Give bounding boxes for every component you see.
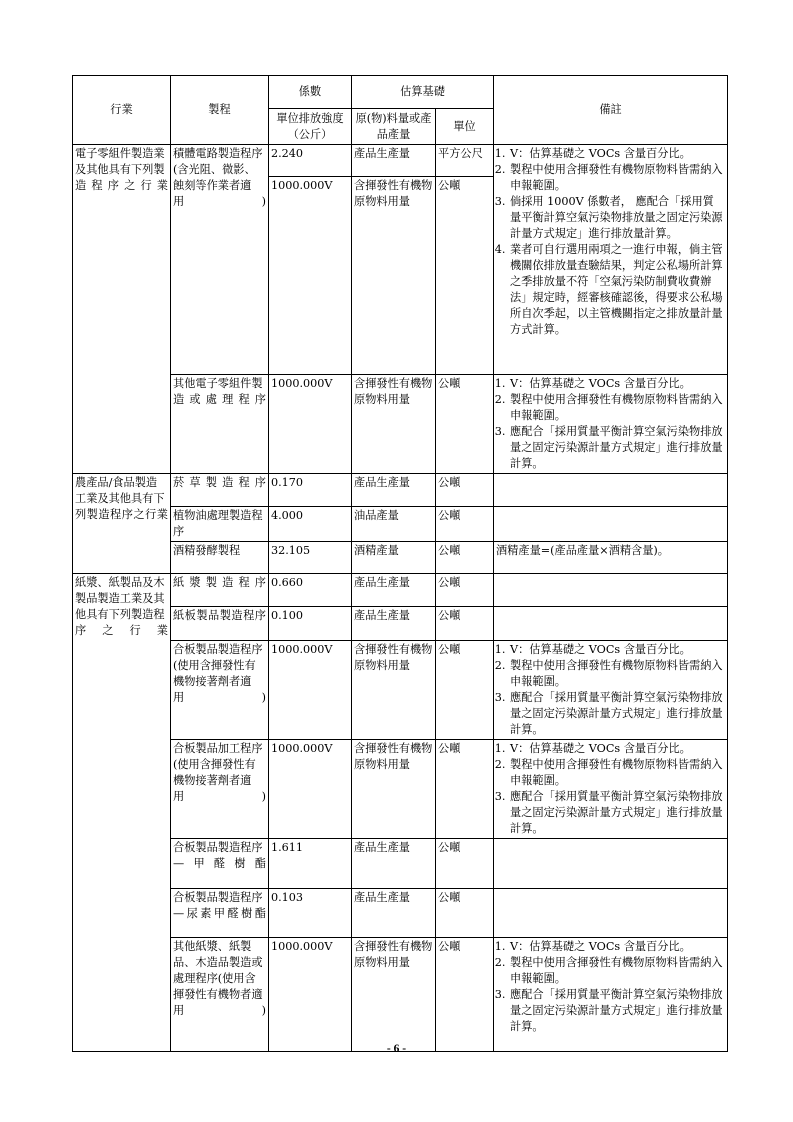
process-cell: 紙漿製造程序 (171, 574, 269, 607)
basis-cell: 產品生產量 (352, 889, 436, 938)
remark-notes-list (496, 146, 725, 338)
remark-cell (494, 641, 728, 740)
remark-note: 1. V：估算基礎之 VOCs 含量百分比。 (509, 939, 725, 955)
basis-cell: 含揮發性有機物原物料用量 (352, 177, 436, 375)
unit-cell: 公噸 (436, 641, 494, 740)
unit-cell: 公噸 (436, 507, 494, 542)
remark-note: 1. V：估算基礎之 VOCs 含量百分比。 (509, 376, 725, 392)
process-cell: 合板製品製造程序(使用含揮發性有機物接著劑者適用) (171, 641, 269, 740)
basis-cell: 產品生產量 (352, 474, 436, 507)
coefficient-cell: 0.660 (269, 574, 352, 607)
industry-cell: 電子零組件製造業及其他具有下列製造程序之行業 (73, 145, 171, 474)
remark-cell: 酒精產量=(產品產量×酒精含量)。 (494, 542, 728, 574)
basis-cell: 產品生產量 (352, 607, 436, 641)
remark-notes-list (496, 939, 725, 1035)
basis-cell: 含揮發性有機物原物料用量 (352, 938, 436, 1052)
remark-note: 3. 應配合「採用質量平衡計算空氣污染物排放量之固定污染源計量方式規定」進行排放量計算。 (509, 789, 725, 837)
remark-note: 2. 製程中使用含揮發性有機物原物料皆需納入申報範圍。 (509, 955, 725, 987)
header-material-qty: 原(物)料量或產品產量 (352, 109, 436, 145)
remark-notes-list (496, 642, 725, 738)
remark-note: 2. 製程中使用含揮發性有機物原物料皆需納入申報範圍。 (509, 658, 725, 690)
remark-cell (494, 839, 728, 889)
page-number: - 6 - (386, 1043, 407, 1055)
process-cell: 積體電路製造程序(含光阻、微影、蝕刻等作業者適用) (171, 145, 269, 375)
header-unit-intensity: 單位排放強度（公斤） (269, 109, 352, 145)
header-unit: 單位 (436, 109, 494, 145)
basis-cell: 產品生產量 (352, 145, 436, 177)
remark-cell (494, 375, 728, 474)
remark-note: 1. V：估算基礎之 VOCs 含量百分比。 (509, 146, 725, 162)
remark-note: 1. V：估算基礎之 VOCs 含量百分比。 (509, 642, 725, 658)
industry-cell: 紙漿、紙製品及木製品製造工業及其他具有下列製造程序之行業 (73, 574, 171, 1052)
remark-note: 3. 應配合「採用質量平衡計算空氣污染物排放量之固定污染源計量方式規定」進行排放量計算。 (509, 690, 725, 738)
process-cell: 植物油處理製造程序 (171, 507, 269, 542)
unit-cell: 公噸 (436, 938, 494, 1052)
remark-note: 3. 應配合「採用質量平衡計算空氣污染物排放量之固定污染源計量方式規定」進行排放量計算。 (509, 987, 725, 1035)
process-cell: 合板製品製造程序—尿素甲醛樹酯 (171, 889, 269, 938)
header-process: 製程 (171, 76, 269, 145)
basis-cell: 含揮發性有機物原物料用量 (352, 375, 436, 474)
remark-cell (494, 574, 728, 607)
remark-note: 2. 製程中使用含揮發性有機物原物料皆需納入申報範圍。 (509, 162, 725, 194)
basis-cell: 油品產量 (352, 507, 436, 542)
basis-cell: 含揮發性有機物原物料用量 (352, 740, 436, 839)
basis-cell: 產品生產量 (352, 839, 436, 889)
unit-cell: 公噸 (436, 474, 494, 507)
coefficient-cell: 1000.000V (269, 375, 352, 474)
process-cell: 其他紙漿、紙製品、木造品製造或處理程序(使用含揮發性有機物者適用) (171, 938, 269, 1052)
unit-cell: 公噸 (436, 375, 494, 474)
coefficient-cell: 1000.000V (269, 938, 352, 1052)
process-cell: 合板製品加工程序(使用含揮發性有機物接著劑者適用) (171, 740, 269, 839)
remark-note: 3. 倘採用 1000V 係數者， 應配合「採用質量平衡計算空氣污染物排放量之固定污染源計量方式規定」進行排放量計算。 (509, 194, 725, 242)
remark-note: 1. V：估算基礎之 VOCs 含量百分比。 (509, 741, 725, 757)
remark-cell (494, 740, 728, 839)
unit-cell: 公噸 (436, 574, 494, 607)
process-cell: 其他電子零組件製造或處理程序 (171, 375, 269, 474)
unit-cell: 公噸 (436, 889, 494, 938)
coefficient-cell: 32.105 (269, 542, 352, 574)
remark-cell (494, 607, 728, 641)
remark-cell (494, 145, 728, 375)
header-basis: 估算基礎 (352, 76, 494, 109)
emission-factor-table (72, 75, 728, 1052)
coefficient-cell: 4.000 (269, 507, 352, 542)
unit-cell: 平方公尺 (436, 145, 494, 177)
basis-cell: 含揮發性有機物原物料用量 (352, 641, 436, 740)
coefficient-cell: 0.170 (269, 474, 352, 507)
unit-cell: 公噸 (436, 542, 494, 574)
industry-cell: 農產品/食品製造工業及其他具有下列製造程序之行業 (73, 474, 171, 574)
unit-cell: 公噸 (436, 177, 494, 375)
remark-note: 3. 應配合「採用質量平衡計算空氣污染物排放量之固定污染源計量方式規定」進行排放量計算。 (509, 424, 725, 472)
coefficient-cell: 2.240 (269, 145, 352, 177)
remark-note: 2. 製程中使用含揮發性有機物原物料皆需納入申報範圍。 (509, 757, 725, 789)
remark-notes-list (496, 376, 725, 472)
process-cell: 紙板製品製造程序 (171, 607, 269, 641)
remark-notes-list (496, 741, 725, 837)
header-industry: 行業 (73, 76, 171, 145)
process-cell: 酒精發酵製程 (171, 542, 269, 574)
basis-cell: 產品生產量 (352, 574, 436, 607)
remark-cell (494, 938, 728, 1052)
header-remark: 備註 (494, 76, 728, 145)
unit-cell: 公噸 (436, 607, 494, 641)
remark-cell (494, 507, 728, 542)
coefficient-cell: 1000.000V (269, 740, 352, 839)
remark-cell (494, 889, 728, 938)
remark-note: 2. 製程中使用含揮發性有機物原物料皆需納入申報範圍。 (509, 392, 725, 424)
remark-cell (494, 474, 728, 507)
unit-cell: 公噸 (436, 839, 494, 889)
coefficient-cell: 1000.000V (269, 641, 352, 740)
process-cell: 合板製品製造程序—甲醛樹酯 (171, 839, 269, 889)
header-coefficient: 係數 (269, 76, 352, 109)
coefficient-cell: 0.103 (269, 889, 352, 938)
basis-cell: 酒精產量 (352, 542, 436, 574)
coefficient-cell: 1000.000V (269, 177, 352, 375)
process-cell: 菸草製造程序 (171, 474, 269, 507)
unit-cell: 公噸 (436, 740, 494, 839)
coefficient-cell: 0.100 (269, 607, 352, 641)
coefficient-cell: 1.611 (269, 839, 352, 889)
remark-note: 4. 業者可自行選用兩項之一進行申報，倘主管機關依排放量查驗結果，判定公私場所計算之季排放量不符「空氣污染防制費收費辦法」規定時，經審核確認後，得要求公私場所自次季起，以主管機關指定之排放量計量方式計算。 (509, 242, 725, 338)
